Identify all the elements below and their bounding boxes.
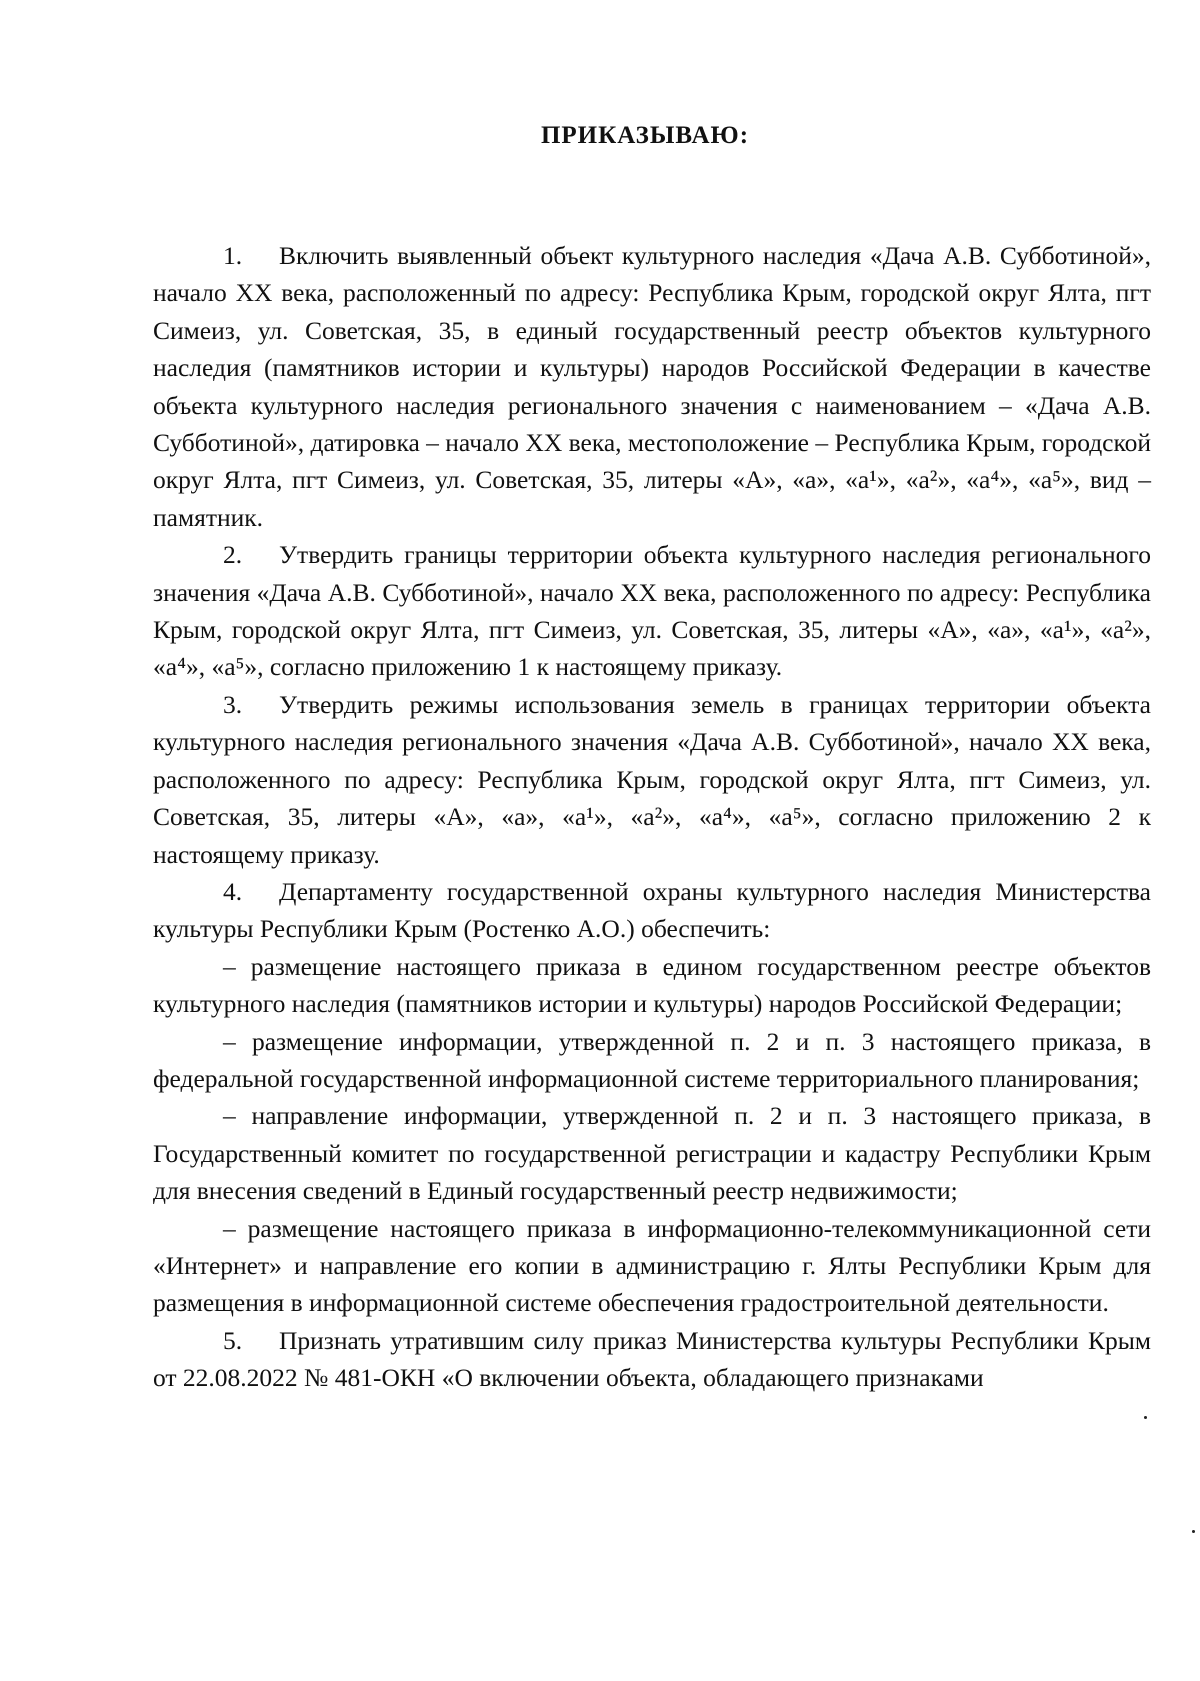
item-number: 1. bbox=[223, 241, 243, 270]
order-item-3 bbox=[153, 686, 1151, 873]
item-number: 5. bbox=[223, 1325, 243, 1355]
item-text: Включить выявленный объект культурного наследия «Дача А.В. Субботиной», начало XX века, расположенный по адресу: Республика Крым, городской округ Ялта, пгт Симеиз, ул. Советская, 35, в единый государственный реестр объектов культурного наследия (памятников истории и культуры) народов Российской Федерации в качестве объекта культурного наследия регионального значения с наименованием – «Дача А.В. Субботиной», датировка – начало XX века, местоположение – Республика Крым, городской округ Ялта, пгт Симеиз, ул. Советская, 35, литеры «А», «а», «а¹», «а²», «а⁴», «а⁵», вид – памятник. bbox=[153, 241, 1151, 532]
scan-speck bbox=[1144, 1416, 1147, 1419]
item-number: 2. bbox=[223, 540, 243, 570]
item-number: 4. bbox=[223, 876, 243, 906]
item-text: Утвердить режимы использования земель в границах территории объекта культурного наследия регионального значения «Дача А.В. Субботиной», начало XX века, расположенного по адресу: Республика Крым, городской округ Ялта, пгт Симеиз, ул. Советская, 35, литеры «А», «а», «а¹», «а²», «а⁴», «а⁵», согласно приложению 2 к настоящему приказу. bbox=[153, 689, 1151, 869]
item-text: Департаменту государственной охраны культурного наследия Министерства культуры Республики Крым (Ростенко А.О.) обеспечить: bbox=[153, 876, 1151, 944]
order-item-5 bbox=[153, 1322, 1151, 1397]
subitem-4: – размещение настоящего приказа в информационно-телекоммуникационной сети «Интернет» и направление его копии в администрацию г. Ялты Республики Крым для размещения в информационной системе обеспечения градостроительной деятельности. bbox=[153, 1213, 1151, 1318]
scan-speck bbox=[1192, 1530, 1195, 1533]
subitem-3: – направление информации, утвержденной п. 2 и п. 3 настоящего приказа, в Государственный комитет по государственной регистрации и кадастру Республики Крым для внесения сведений в Единый государственный реестр недвижимости; bbox=[153, 1101, 1151, 1206]
item-number: 3. bbox=[223, 689, 243, 719]
subitem-1: – размещение настоящего приказа в едином государственном реестре объектов культурного наследия (памятников истории и культуры) народов Российской Федерации; bbox=[153, 951, 1151, 1019]
order-item-1 bbox=[153, 237, 1151, 536]
order-heading: ПРИКАЗЫВАЮ: bbox=[540, 122, 750, 149]
order-item-4 bbox=[153, 873, 1151, 948]
order-item-2 bbox=[153, 536, 1151, 686]
item-text: Признать утратившим силу приказ Министерства культуры Республики Крым от 22.08.2022 № 481-ОКН «О включении объекта, обладающего признаками bbox=[153, 1325, 1151, 1393]
item-text: Утвердить границы территории объекта культурного наследия регионального значения «Дача А.В. Субботиной», начало XX века, расположенного по адресу: Республика Крым, городской округ Ялта, пгт Симеиз, ул. Советская, 35, литеры «А», «а», «а¹», «а²», «а⁴», «а⁵», согласно приложению 1 к настоящему приказу. bbox=[153, 540, 1151, 682]
document-body bbox=[153, 237, 1151, 1397]
subitem-2: – размещение информации, утвержденной п. 2 и п. 3 настоящего приказа, в федеральной государственной информационной системе территориального планирования; bbox=[153, 1026, 1151, 1093]
